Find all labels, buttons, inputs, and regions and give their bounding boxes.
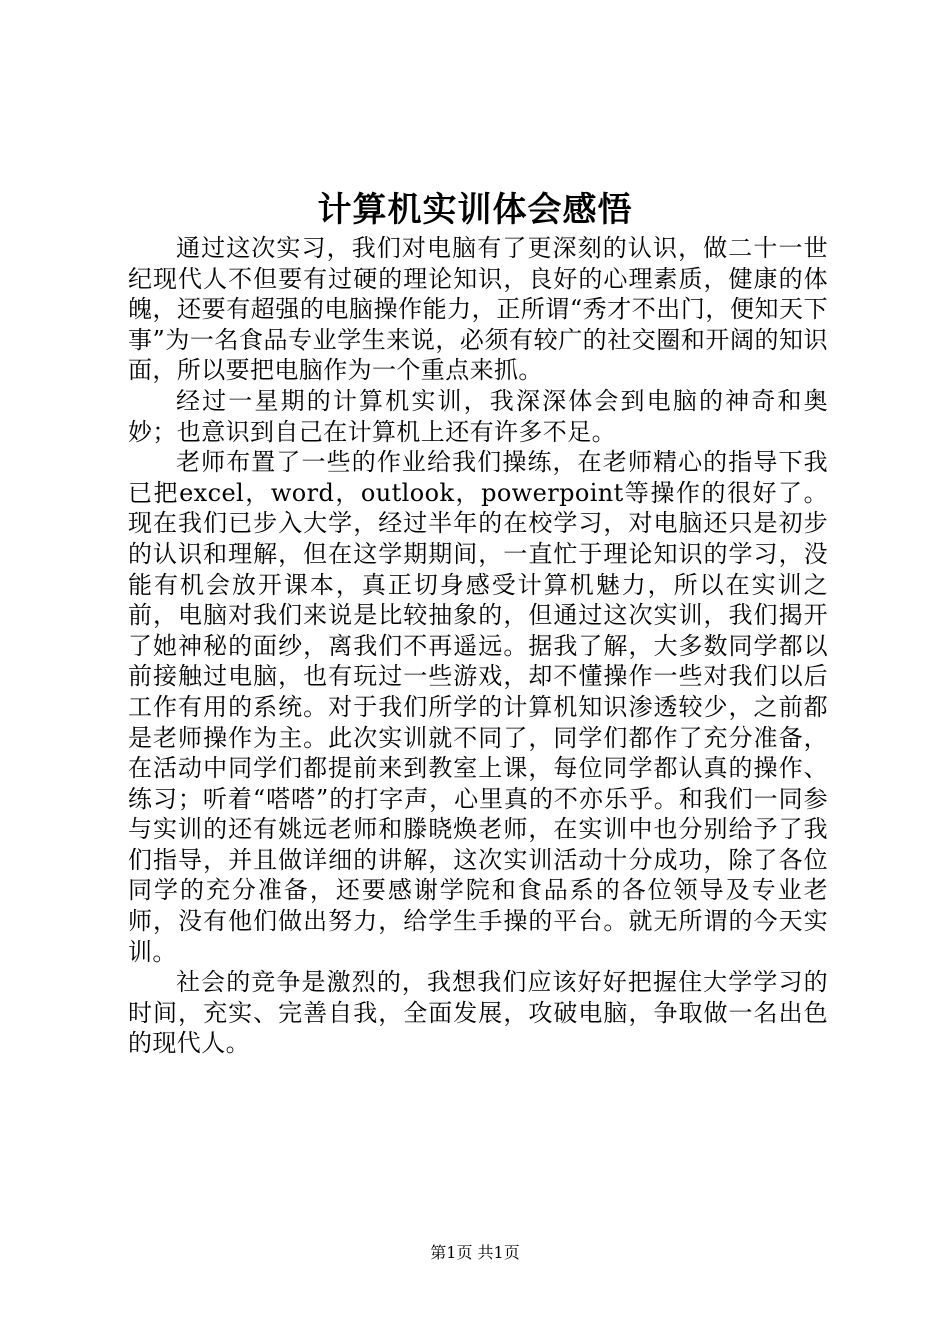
paragraph-2: 经过一星期的计算机实训，我深深体会到电脑的神奇和奥妙；也意识到自己在计算机上还有许多不足。 bbox=[128, 386, 828, 446]
page-footer: 第1页 共1页 bbox=[430, 1243, 520, 1262]
paragraph-4: 社会的竞争是激烈的，我想我们应该好好把握住大学学习的时间，充实、完善自我，全面发展，攻破电脑，争取做一名出色的现代人。 bbox=[128, 968, 828, 1058]
paragraph-3: 老师布置了一些的作业给我们操练，在老师精心的指导下我已把excel，word，outlook，powerpoint等操作的很好了。现在我们已步入大学，经过半年的在校学习，对电脑还只是初步的认识和理解，但在这学期期间，一直忙于理论知识的学习，没能有机会放开课本，真正切身感受计算机魅力，所以在实训之前，电脑对我们来说是比较抽象的，但通过这次实训，我们揭开了她神秘的面纱，离我们不再遥远。据我了解，大多数同学都以前接触过电脑，也有玩过一些游戏，却不懂操作一些对我们以后工作有用的系统。对于我们所学的计算机知识渗透较少，之前都是老师操作为主。此次实训就不同了，同学们都作了充分准备，在活动中同学们都提前来到教室上课，每位同学都认真的操作、练习；听着“嗒嗒”的打字声，心里真的不亦乐乎。和我们一同参与实训的还有姚远老师和滕晓焕老师，在实训中也分别给予了我们指导，并且做详细的讲解，这次实训活动十分成功，除了各位同学的充分准备，还要感谢学院和食品系的各位领导及专业老师，没有他们做出努力，给学生手操的平台。就无所谓的今天实训。 bbox=[128, 448, 828, 966]
page-title: 计算机实训体会感悟 bbox=[317, 190, 633, 230]
paragraph-1: 通过这次实习，我们对电脑有了更深刻的认识，做二十一世纪现代人不但要有过硬的理论知识，良好的心理素质，健康的体魄，还要有超强的电脑操作能力，正所谓“秀才不出门，便知天下事”为一名食品专业学生来说，必须有较广的社交圈和开阔的知识面，所以要把电脑作为一个重点来抓。 bbox=[128, 234, 828, 385]
document-body bbox=[128, 233, 828, 1059]
